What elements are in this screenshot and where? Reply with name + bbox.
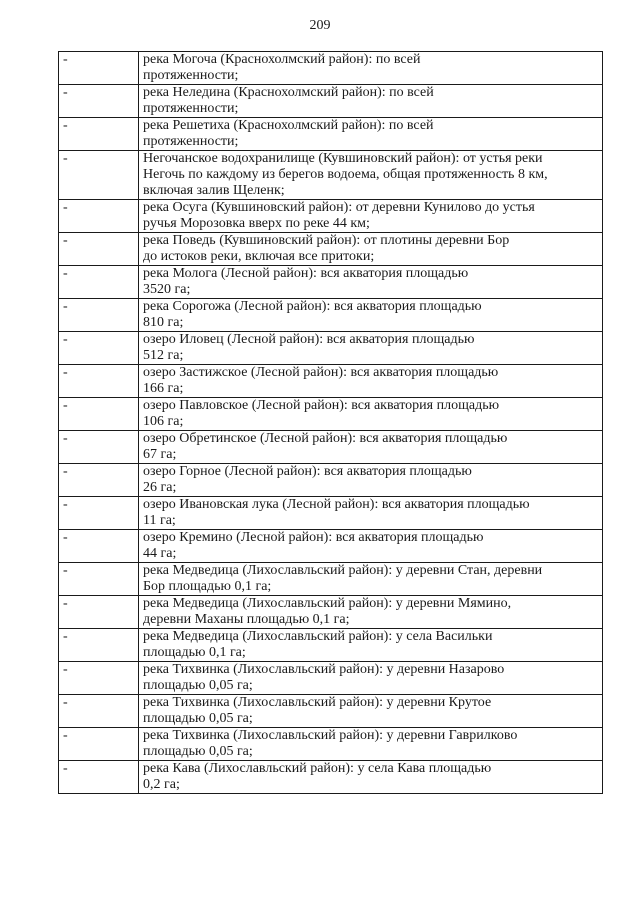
table-row: [59, 118, 603, 151]
table-row: [59, 151, 603, 200]
table-row: [59, 629, 603, 662]
row-text-line: река Медведица (Лихославльский район): у села Васильки: [143, 629, 493, 644]
row-text-line: включая залив Щеленк;: [143, 183, 285, 198]
row-marker: -: [59, 464, 139, 497]
table-row: [59, 398, 603, 431]
row-text: [139, 332, 603, 365]
row-marker: -: [59, 695, 139, 728]
table-row: [59, 761, 603, 794]
row-marker: -: [59, 728, 139, 761]
row-text: [139, 530, 603, 563]
row-text-line: до истоков реки, включая все притоки;: [143, 249, 375, 264]
table-row: [59, 365, 603, 398]
row-text: [139, 398, 603, 431]
table-row: [59, 728, 603, 761]
row-text-line: 512 га;: [143, 348, 184, 363]
row-text-line: река Кава (Лихославльский район): у села Кава площадью: [143, 761, 492, 776]
row-text-line: 810 га;: [143, 315, 184, 330]
row-text-line: 0,2 га;: [143, 777, 180, 792]
row-text-line: Негочь по каждому из берегов водоема, общая протяженность 8 км,: [143, 167, 548, 182]
row-text-line: река Молога (Лесной район): вся акватория площадью: [143, 266, 469, 281]
row-marker: -: [59, 629, 139, 662]
row-text-line: озеро Обретинское (Лесной район): вся акватория площадью: [143, 431, 508, 446]
row-text-line: река Тихвинка (Лихославльский район): у деревни Крутое: [143, 695, 492, 710]
row-text: [139, 85, 603, 118]
row-marker: -: [59, 365, 139, 398]
table-row: [59, 497, 603, 530]
row-text-line: река Решетиха (Краснохолмский район): по всей: [143, 118, 434, 133]
row-text-line: 106 га;: [143, 414, 184, 429]
row-text: [139, 151, 603, 200]
row-marker: -: [59, 85, 139, 118]
row-text: [139, 662, 603, 695]
row-text-line: озеро Иловец (Лесной район): вся акватория площадью: [143, 332, 475, 347]
row-text-line: река Могоча (Краснохолмский район): по всей: [143, 52, 421, 67]
row-text-line: 11 га;: [143, 513, 176, 528]
row-marker: -: [59, 299, 139, 332]
row-text-line: озеро Горное (Лесной район): вся акватория площадью: [143, 464, 472, 479]
row-text: [139, 118, 603, 151]
row-text-line: река Сорогожа (Лесной район): вся акватория площадью: [143, 299, 482, 314]
row-text-line: озеро Ивановская лука (Лесной район): вся акватория площадью: [143, 497, 530, 512]
row-marker: -: [59, 596, 139, 629]
row-marker: -: [59, 563, 139, 596]
row-text-line: река Поведь (Кувшиновский район): от плотины деревни Бор: [143, 233, 510, 248]
table-row: [59, 695, 603, 728]
row-marker: -: [59, 266, 139, 299]
row-text-line: озеро Кремино (Лесной район): вся акватория площадью: [143, 530, 484, 545]
table-row: [59, 200, 603, 233]
table-row: [59, 85, 603, 118]
row-text-line: река Неледина (Краснохолмский район): по всей: [143, 85, 434, 100]
row-marker: -: [59, 200, 139, 233]
row-marker: -: [59, 233, 139, 266]
row-text: [139, 695, 603, 728]
row-text-line: протяженности;: [143, 101, 239, 116]
table-row: [59, 662, 603, 695]
row-text-line: 166 га;: [143, 381, 184, 396]
document-table: [58, 51, 603, 794]
row-marker: -: [59, 52, 139, 85]
row-text-line: 26 га;: [143, 480, 177, 495]
row-marker: -: [59, 662, 139, 695]
row-marker: -: [59, 332, 139, 365]
row-marker: -: [59, 497, 139, 530]
row-marker: -: [59, 151, 139, 200]
row-text-line: река Медведица (Лихославльский район): у деревни Стан, деревни: [143, 563, 543, 578]
row-text-line: деревни Маханы площадью 0,1 га;: [143, 612, 350, 627]
row-text-line: озеро Павловское (Лесной район): вся акватория площадью: [143, 398, 500, 413]
row-text-line: площадью 0,1 га;: [143, 645, 246, 660]
row-text: [139, 365, 603, 398]
row-text: [139, 299, 603, 332]
row-text: [139, 596, 603, 629]
row-text-line: протяженности;: [143, 68, 239, 83]
row-marker: -: [59, 530, 139, 563]
row-text-line: озеро Застижское (Лесной район): вся акватория площадью: [143, 365, 499, 380]
table-row: [59, 299, 603, 332]
row-text: [139, 761, 603, 794]
row-text-line: река Тихвинка (Лихославльский район): у деревни Назарово: [143, 662, 505, 677]
table-body: [59, 52, 603, 794]
row-text-line: Бор площадью 0,1 га;: [143, 579, 272, 594]
row-text: [139, 497, 603, 530]
row-marker: -: [59, 398, 139, 431]
row-text-line: 67 га;: [143, 447, 177, 462]
row-text: [139, 200, 603, 233]
page-number: 209: [309, 18, 331, 33]
row-text: [139, 563, 603, 596]
row-text-line: ручья Морозовка вверх по реке 44 км;: [143, 216, 370, 231]
row-text: [139, 266, 603, 299]
row-text: [139, 629, 603, 662]
row-text: [139, 728, 603, 761]
row-text-line: 44 га;: [143, 546, 177, 561]
table-row: [59, 530, 603, 563]
row-text-line: Негочанское водохранилище (Кувшиновский район): от устья реки: [143, 151, 543, 166]
table-row: [59, 233, 603, 266]
table-row: [59, 332, 603, 365]
row-text: [139, 464, 603, 497]
row-marker: -: [59, 118, 139, 151]
row-text: [139, 233, 603, 266]
row-text-line: площадью 0,05 га;: [143, 678, 253, 693]
row-text-line: площадью 0,05 га;: [143, 711, 253, 726]
row-text-line: река Тихвинка (Лихославльский район): у деревни Гаврилково: [143, 728, 518, 743]
table-row: [59, 563, 603, 596]
table-row: [59, 266, 603, 299]
row-marker: -: [59, 761, 139, 794]
table-row: [59, 596, 603, 629]
table-row: [59, 52, 603, 85]
row-text-line: река Медведица (Лихославльский район): у деревни Мямино,: [143, 596, 512, 611]
row-text-line: протяженности;: [143, 134, 239, 149]
row-text-line: площадью 0,05 га;: [143, 744, 253, 759]
row-text: [139, 52, 603, 85]
row-marker: -: [59, 431, 139, 464]
row-text-line: река Осуга (Кувшиновский район): от деревни Кунилово до устья: [143, 200, 535, 215]
table-row: [59, 431, 603, 464]
row-text: [139, 431, 603, 464]
row-text-line: 3520 га;: [143, 282, 191, 297]
table-row: [59, 464, 603, 497]
